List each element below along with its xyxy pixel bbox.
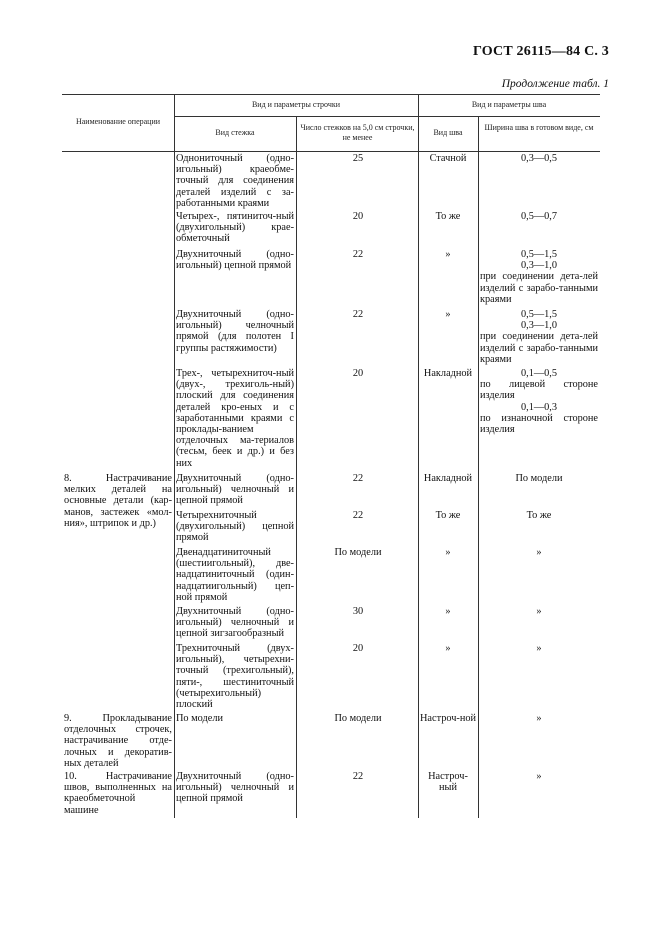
seam-type-cell: То же	[435, 211, 461, 222]
stitch-type-cell: Двухниточный (одно-игольный) челночный прямой (для полотен I группы растяжимости)	[176, 309, 294, 354]
stitch-type-cell: Двухниточный (одно-игольный) челночный и цепной прямой	[176, 473, 294, 507]
stitch-type-cell: Двухниточный (одно-игольный) челночный и цепной прямой	[176, 771, 294, 805]
stitch-count-cell: 22	[352, 771, 364, 782]
seam-type-cell: »	[445, 606, 451, 617]
header-operation: Наименование операции	[75, 117, 161, 126]
stitch-count-cell: 25	[352, 153, 364, 164]
seam-width-range: 0,5—1,5	[520, 249, 558, 260]
seam-type-cell: Настроч-ный	[428, 771, 468, 794]
seam-type-cell: »	[445, 309, 451, 320]
seam-width-cell: 0,5—0,7	[520, 211, 558, 222]
seam-width-cell	[480, 249, 598, 305]
stitch-type-cell: Четырехниточный (двухигольный) цепной прямой	[176, 510, 294, 544]
seam-width-note: при соединении дета-лей изделий с зарабо-танными краями	[480, 271, 598, 305]
seam-type-cell: Стачной	[429, 153, 467, 164]
stitch-count-cell: 22	[352, 309, 364, 320]
stitch-count-cell: 22	[352, 249, 364, 260]
seam-width-range: 0,1—0,5	[520, 368, 558, 379]
seam-width-range: 0,3—1,0	[520, 320, 558, 332]
seam-width-cell: »	[536, 771, 542, 782]
seam-type-cell: »	[445, 643, 451, 654]
header-seam-type: Вид шва	[433, 128, 463, 137]
stitch-count-cell: 20	[352, 211, 364, 222]
seam-width-cell: По модели	[515, 473, 563, 484]
seam-type-cell: То же	[435, 510, 461, 521]
seam-width-cell: »	[536, 547, 542, 558]
seam-width-range: 0,5—1,5	[520, 309, 558, 320]
seam-width-cell	[480, 368, 598, 435]
column-divider-operation	[174, 94, 175, 818]
stitch-type-cell: Двухниточный (одно-игольный) цепной прямой	[176, 249, 294, 272]
header-stitch-type: Вид стежка	[215, 128, 255, 137]
stitch-type-cell: Однониточный (одно-игольный) краеобме-точный для соединения деталей изделий с за-работанными краями	[176, 153, 294, 209]
document-reference: ГОСТ 26115—84 С. 3	[472, 44, 609, 59]
header-seam-width: Ширина шва в готовом виде, см	[484, 123, 594, 132]
column-divider-stitch	[296, 116, 297, 818]
group-header-rule	[174, 116, 600, 117]
stitch-count-cell: 20	[352, 368, 364, 379]
seam-width-note: при соединении дета-лей изделий с зарабо-танными краями	[480, 331, 598, 365]
seam-width-cell: То же	[526, 510, 552, 521]
header-stitch-count: Число стежков на 5,0 см строчки, не менее	[300, 123, 415, 142]
seam-width-cell: »	[536, 713, 542, 724]
operation-name-cell: 8. Настрачивание мелких деталей на основные детали (кар-манов, застежек «мол-ния», штрипок и др.)	[64, 473, 172, 529]
stitch-type-cell: По модели	[176, 713, 223, 724]
seam-width-cell: »	[536, 606, 542, 617]
stitch-type-cell: Трех-, четырехниточ-ный (двух-, трехиголь-ный) плоский для соединения деталей кро-еных и с заработанными краями с проклады-ванием отделочных ма-териалов (тесьм, беек и др.) и без них	[176, 368, 294, 469]
stitch-type-cell: Двухниточный (одно-игольный) челночный и цепной зигзагообразный	[176, 606, 294, 640]
seam-type-cell: »	[445, 249, 451, 260]
table-top-rule	[62, 94, 600, 95]
stitch-type-cell: Четырех-, пятиниточ-ный (двухигольный) крае-обметочный	[176, 211, 294, 245]
stitch-count-cell: По модели	[334, 547, 382, 558]
stitch-count-cell: 30	[352, 606, 364, 617]
header-stitch-group: Вид и параметры строчки	[251, 100, 341, 109]
stitch-count-cell: 20	[352, 643, 364, 654]
seam-width-cell: »	[536, 643, 542, 654]
header-seam-group: Вид и параметры шва	[471, 100, 547, 109]
column-divider-group	[418, 94, 419, 818]
seam-width-cell	[480, 309, 598, 365]
header-bottom-rule	[62, 151, 600, 152]
seam-width-note: по изнаночной стороне изделия	[480, 412, 598, 436]
seam-width-range: 0,3—1,0	[520, 260, 558, 272]
stitch-type-cell: Трехниточный (двух-игольный), четырехни-точный (трехигольный), пяти-, шестиниточный (четырехигольный) плоский	[176, 643, 294, 711]
seam-width-range: 0,1—0,3	[520, 401, 558, 413]
seam-width-note: по лицевой стороне изделия	[480, 379, 598, 402]
seam-width-cell: 0,3—0,5	[520, 153, 558, 164]
stitch-count-cell: 22	[352, 473, 364, 484]
table-continuation-label: Продолжение табл. 1	[501, 78, 609, 90]
column-divider-seam	[478, 116, 479, 818]
operation-name-cell: 10. Настрачивание швов, выполненных на краеобметочной машине	[64, 771, 172, 816]
seam-type-cell: »	[445, 547, 451, 558]
stitch-count-cell: 22	[352, 510, 364, 521]
stitch-type-cell: Двенадцатиниточный (шестиигольный), две-надцатиниточный (один-надцатиигольный) цеп-ной прямой	[176, 547, 294, 603]
operation-name-cell: 9. Прокладывание отделочных строчек, настрачивание отде-лочных и декоратив-ных деталей	[64, 713, 172, 769]
seam-type-cell: Накладной	[423, 368, 473, 379]
seam-type-cell: Накладной	[423, 473, 473, 484]
stitch-count-cell: По модели	[334, 713, 382, 724]
seam-type-cell: Настроч-ной	[420, 713, 477, 724]
